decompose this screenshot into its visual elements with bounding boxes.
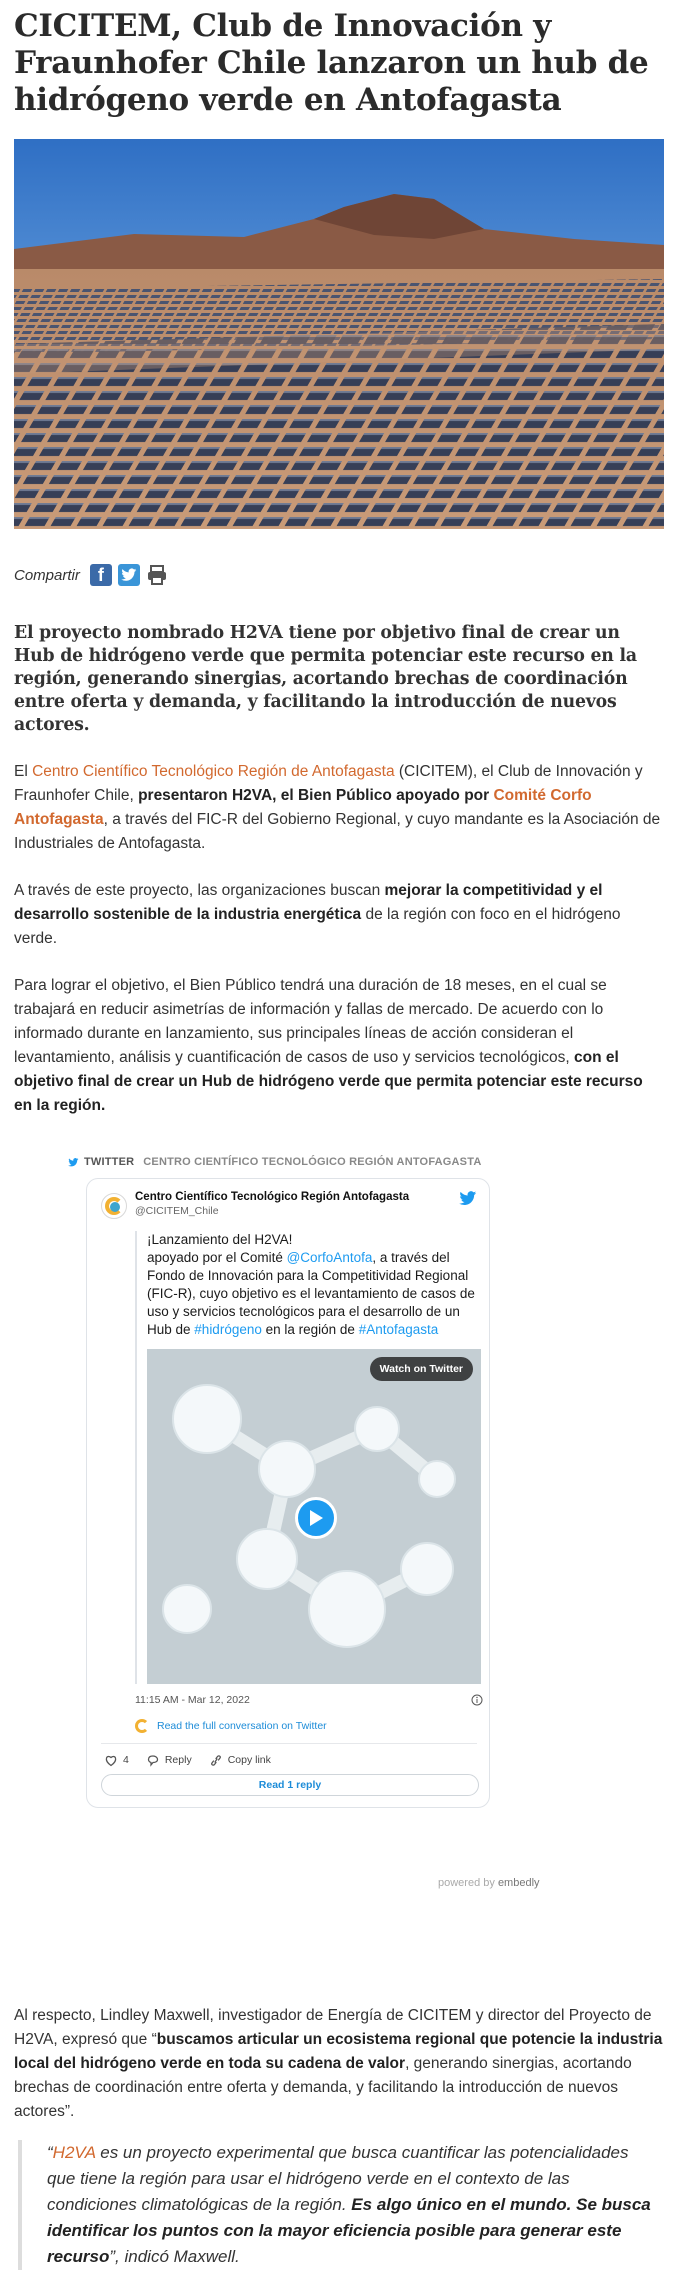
text: El	[14, 763, 33, 780]
embedly-brand: embedly	[497, 1877, 540, 1889]
text: es un proyecto experimental que busca cuantificar las potencialidades que tiene la región para usar el hidrógeno verde en el contexto de las condiciones climatológicas de la región.	[47, 2143, 629, 2214]
article-title: CICITEM, Club de Innovación y Fraunhofer Chile lanzaron un hub de hidrógeno verde en Antofagasta	[14, 8, 649, 118]
avatar[interactable]	[101, 1193, 127, 1219]
hashtag-link[interactable]: #Antofagasta	[358, 1322, 439, 1337]
tweet-card[interactable]	[86, 1178, 490, 1808]
link-h2va[interactable]: H2VA	[52, 2143, 96, 2162]
reply-label: Reply	[164, 1754, 192, 1766]
text: Al respecto, Lindley Maxwell, investigador de Energía de CICITEM y director del Proyecto de H2VA, expresó que “	[14, 2007, 652, 2048]
tweet-line	[147, 1249, 481, 1339]
paragraph-4	[14, 2004, 664, 2124]
tweet-timestamp[interactable]: 11:15 AM - Mar 12, 2022	[135, 1694, 250, 1706]
copy-link-label: Copy link	[227, 1754, 271, 1766]
tweet-line: ¡Lanzamiento del H2VA!	[147, 1232, 293, 1247]
text: Para lograr el objetivo, el Bien Público tendrá una duración de 18 meses, en el cual se trabajará en reducir asimetrías de información y fallas de mercado. De acuerdo con lo informado durante en lanzamiento, sus principales líneas de acción consideran el levantamiento, análisis y cuantificación de casos de uso y servicios tecnológicos,	[14, 977, 607, 1066]
twitter-icon	[68, 1158, 79, 1167]
full-conversation-link[interactable]: Read the full conversation on Twitter	[157, 1720, 327, 1732]
embed-source[interactable]: CENTRO CIENTÍFICO TECNOLÓGICO REGIÓN ANTOFAGASTA	[143, 1156, 482, 1168]
bold-text: presentaron H2VA, el Bien Público apoyado por	[138, 787, 494, 804]
twitter-icon[interactable]	[118, 564, 140, 586]
bold-text: Es algo único en el mundo. Se busca identificar los puntos con la mayor eficiencia posible para generar este recurso	[47, 2195, 651, 2266]
tweet-header	[101, 1191, 477, 1219]
read-replies-button[interactable]: Read 1 reply	[101, 1774, 479, 1796]
hero-image	[14, 139, 664, 529]
text: ”, indicó Maxwell.	[109, 2247, 240, 2266]
tweet-video[interactable]	[147, 1349, 481, 1684]
tweet-actions	[101, 1754, 477, 1766]
text: , a través del Fondo de Innovación para la Competitividad Regional (FIC-R), cuyo objetivo es el levantamiento de casos de uso y servicios tecnológicos para el desarrollo de un Hub de	[147, 1250, 475, 1337]
text: (CICITEM), el Club de Innovación y Fraunhofer Chile,	[14, 763, 643, 804]
reply-icon	[147, 1755, 159, 1766]
divider	[101, 1743, 477, 1744]
tweet-author-handle[interactable]: @CICITEM_Chile	[135, 1205, 219, 1217]
paragraph-3	[14, 974, 664, 1118]
reply-button[interactable]	[147, 1754, 192, 1766]
powered-by-embedly[interactable]	[438, 1877, 664, 1889]
text: , generando sinergias, acortando brechas de coordinación entre oferta y demanda, y facilitando la introducción de nuevos actores”.	[14, 2055, 632, 2120]
watch-on-twitter-button[interactable]: Watch on Twitter	[370, 1357, 473, 1381]
solar-field-illustration	[14, 139, 664, 529]
link-corfo[interactable]: Comité Corfo Antofagasta	[14, 787, 592, 828]
text: , a través del FIC-R del Gobierno Regional, y cuyo mandante es la Asociación de Industriales de Antofagasta.	[14, 811, 661, 852]
like-button[interactable]	[105, 1754, 129, 1766]
link-icon	[210, 1755, 222, 1766]
embed-header	[68, 1156, 664, 1168]
tweet-body	[135, 1231, 481, 1684]
pull-quote	[18, 2140, 658, 2270]
facebook-icon[interactable]: f	[90, 564, 112, 586]
play-icon[interactable]	[295, 1497, 337, 1539]
info-icon[interactable]	[471, 1694, 483, 1709]
print-icon[interactable]	[146, 564, 168, 586]
share-bar	[14, 561, 664, 589]
link-cicitem[interactable]: Centro Científico Tecnológico Región de Antofagasta	[32, 763, 395, 780]
tweet-meta	[135, 1694, 483, 1709]
tweet-author-name[interactable]: Centro Científico Tecnológico Región Antofagasta	[135, 1191, 410, 1203]
paragraph-1	[14, 760, 664, 856]
article-lead: El proyecto nombrado H2VA tiene por objetivo final de crear un Hub de hidrógeno verde que permita potenciar este recurso en la región, generando sinergias, acortando brechas de coordinación entre oferta y demanda, y facilitando la introducción de nuevos actores.	[14, 623, 637, 735]
twitter-bird-icon[interactable]	[459, 1191, 477, 1211]
like-count: 4	[123, 1754, 129, 1766]
text: powered by	[438, 1877, 498, 1889]
tweet-text	[147, 1231, 481, 1339]
read-full-conversation[interactable]	[135, 1719, 477, 1733]
bold-text: mejorar la competitividad y el desarrollo sostenible de la industria energética	[14, 882, 603, 923]
quote-mark: “	[47, 2143, 53, 2162]
copy-link-button[interactable]	[210, 1754, 271, 1766]
bold-text: con el objetivo final de crear un Hub de hidrógeno verde que permita potenciar este recurso en la región.	[14, 1049, 643, 1114]
heart-icon	[105, 1755, 117, 1766]
share-label: Compartir	[14, 566, 80, 584]
bold-text: buscamos articular un ecosistema regional que potencie la industria local del hidrógeno verde en toda su cadena de valor	[14, 2031, 663, 2072]
mention-link[interactable]: @CorfoAntofa	[286, 1250, 373, 1265]
paragraph-2	[14, 879, 664, 951]
text: apoyado por el Comité	[147, 1250, 287, 1265]
avatar-small-icon	[135, 1719, 149, 1733]
embed-platform: TWITTER	[84, 1156, 135, 1168]
text: de la región con foco en el hidrógeno verde.	[14, 906, 621, 947]
text: A través de este proyecto, las organizaciones buscan	[14, 882, 385, 899]
hashtag-link[interactable]: #hidrógeno	[194, 1322, 262, 1337]
text: en la región de	[261, 1322, 359, 1337]
